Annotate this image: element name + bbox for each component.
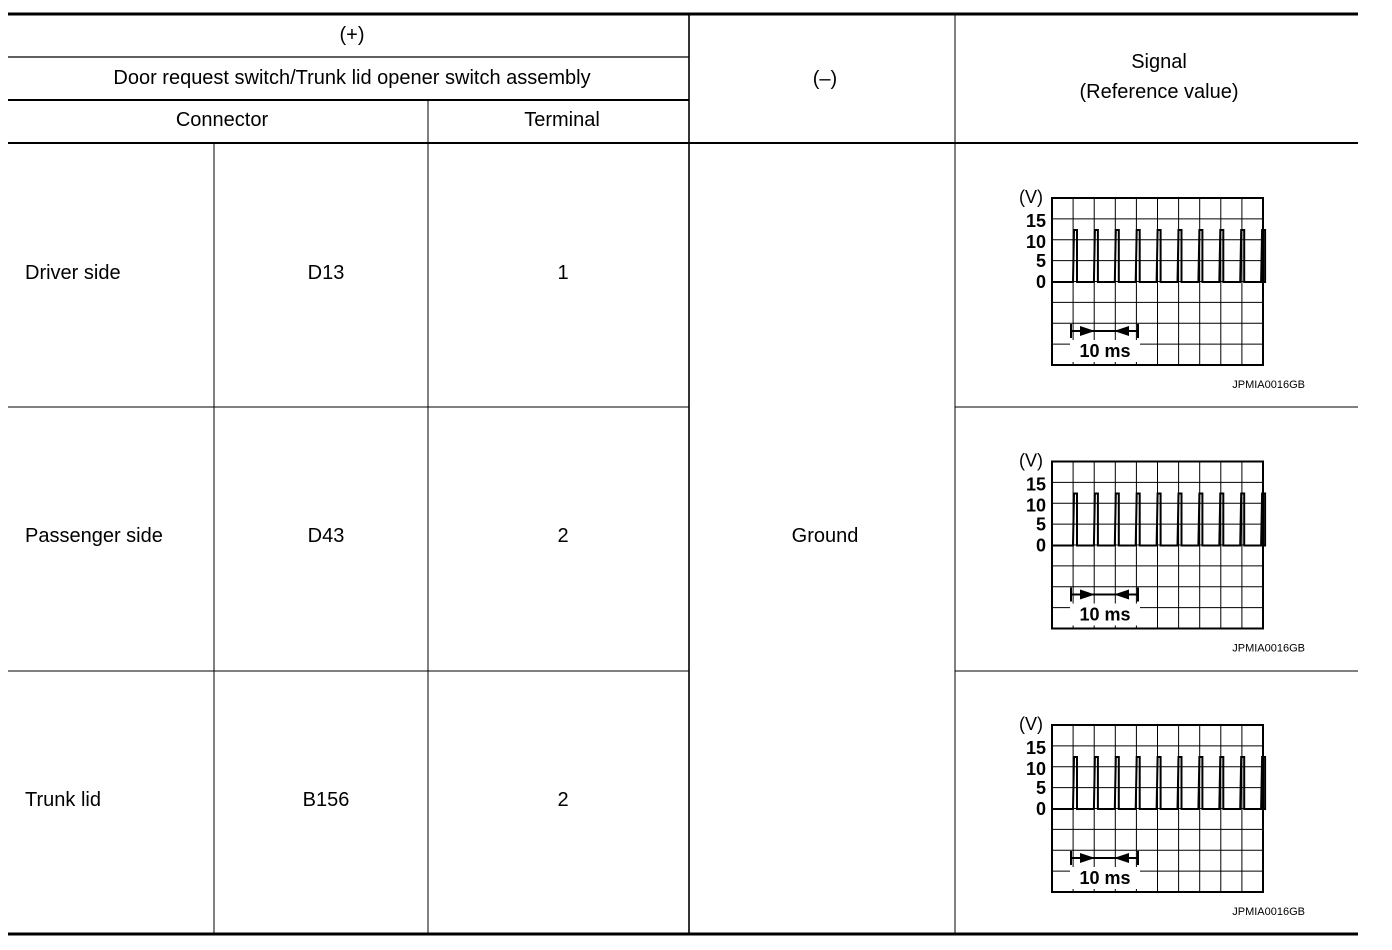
plus-header: (+) [339, 24, 365, 46]
time-span-arrows [1071, 851, 1138, 865]
row-terminal: 2 [557, 789, 569, 811]
pulse-trace [1052, 494, 1265, 546]
unit-label: (V) [1019, 187, 1043, 207]
time-scale-label: 10 ms [1079, 868, 1131, 888]
assembly-header: Door request switch/Trunk lid opener switch assembly [113, 67, 591, 89]
unit-label: (V) [1019, 450, 1043, 471]
y-tick-label: 5 [1035, 514, 1046, 535]
ground-cell: Ground [791, 525, 859, 547]
y-tick-label: 15 [1025, 211, 1046, 231]
time-span-arrows [1071, 324, 1138, 338]
row-terminal: 2 [557, 525, 569, 547]
unit-label: (V) [1019, 714, 1043, 734]
time-span-arrows [1071, 588, 1138, 602]
table-grid [8, 14, 1358, 934]
row-location: Passenger side [25, 525, 163, 547]
y-tick-label: 0 [1035, 799, 1046, 819]
row-connector: B156 [302, 789, 350, 811]
row-connector: D43 [307, 525, 345, 547]
row-connector: D13 [307, 262, 345, 284]
terminal-header: Terminal [524, 109, 600, 131]
signal-header: Signal [1131, 51, 1187, 73]
connector-header: Connector [175, 109, 269, 131]
row-location: Trunk lid [25, 789, 101, 811]
figure-id: JPMIA0016GB [1232, 642, 1305, 655]
y-tick-label: 15 [1025, 738, 1046, 758]
signal-waveform-graph [1019, 714, 1305, 918]
figure-id: JPMIA0016GB [1232, 379, 1305, 391]
minus-header: (–) [812, 68, 838, 90]
reference-value-header: (Reference value) [1079, 81, 1239, 103]
y-tick-label: 0 [1035, 272, 1046, 292]
y-tick-label: 10 [1025, 495, 1046, 516]
pulse-trace [1052, 757, 1265, 809]
y-tick-label: 5 [1035, 778, 1046, 798]
row-location: Driver side [25, 262, 121, 284]
pulse-trace [1052, 230, 1265, 282]
y-tick-label: 15 [1025, 474, 1046, 495]
signal-waveform-graph [1019, 451, 1305, 655]
time-scale-label: 10 ms [1079, 604, 1131, 625]
y-tick-label: 5 [1035, 251, 1046, 271]
y-tick-label: 0 [1035, 535, 1046, 556]
signal-waveform-graph [1019, 187, 1305, 391]
row-terminal: 1 [557, 262, 569, 284]
time-scale-label: 10 ms [1079, 341, 1131, 361]
y-tick-label: 10 [1025, 759, 1046, 779]
figure-id: JPMIA0016GB [1232, 906, 1305, 918]
y-tick-label: 10 [1025, 232, 1046, 252]
